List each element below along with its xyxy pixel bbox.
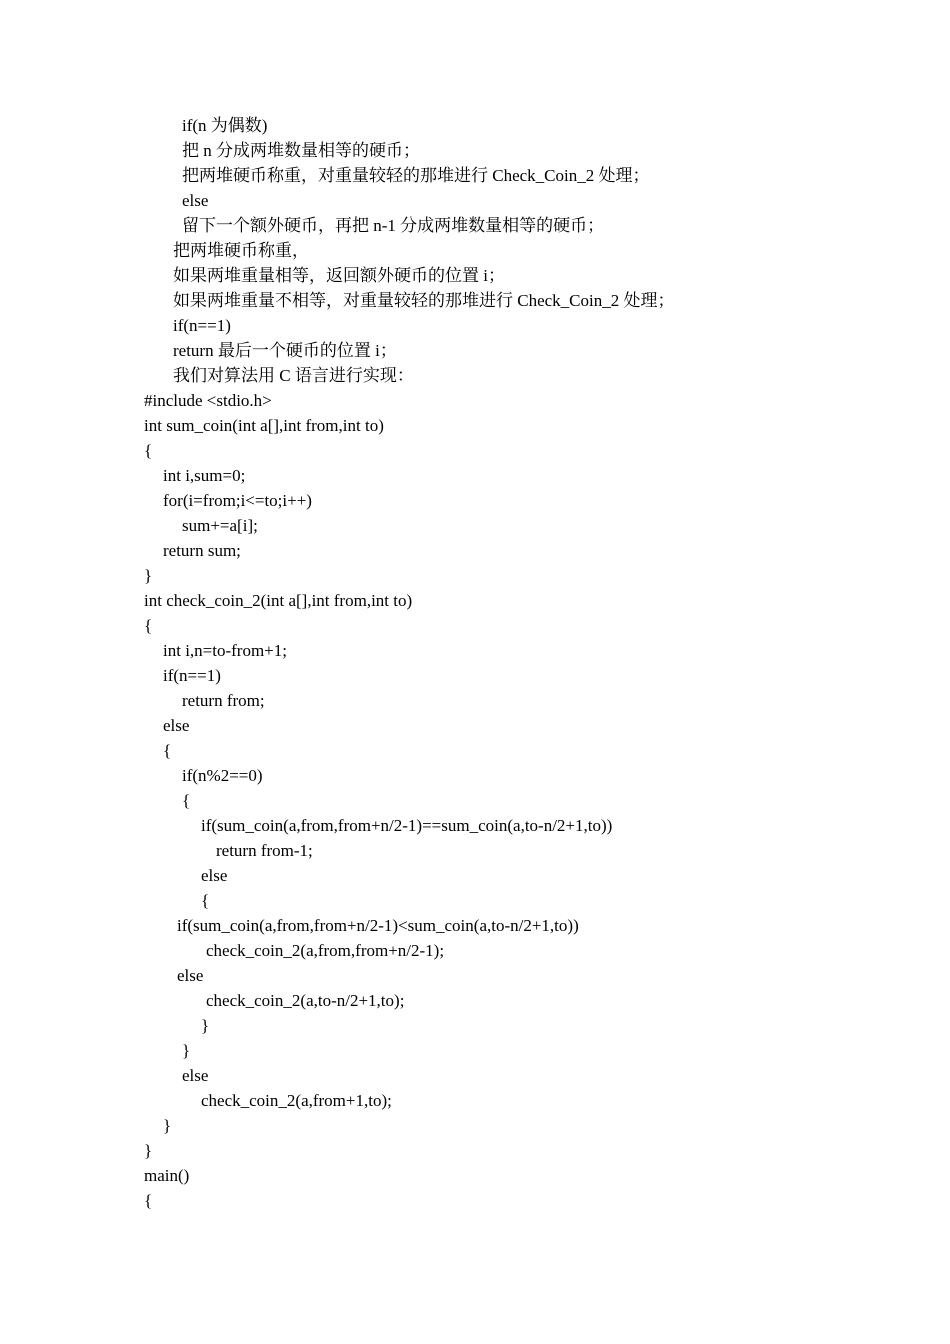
text-line: if(n==1) bbox=[173, 316, 231, 335]
text-line: return 最后一个硬币的位置 i； bbox=[173, 341, 397, 360]
code-line: if(n==1) bbox=[163, 666, 221, 685]
code-line: int i,sum=0; bbox=[163, 466, 246, 485]
text-line: else bbox=[182, 191, 209, 210]
code-line: int sum_coin(int a[],int from,int to) bbox=[144, 416, 384, 435]
code-line: else bbox=[201, 866, 228, 885]
code-line: } bbox=[144, 1141, 153, 1160]
code-line: { bbox=[144, 1191, 153, 1210]
code-line: } bbox=[201, 1016, 210, 1035]
code-line: int i,n=to-from+1; bbox=[163, 641, 287, 660]
text-line: 把 n 分成两堆数量相等的硬币； bbox=[182, 141, 420, 160]
text-line: if(n 为偶数) bbox=[182, 116, 268, 135]
code-line: if(sum_coin(a,from,from+n/2-1)<sum_coin(a,to-n/2+1,to)) bbox=[177, 916, 579, 935]
code-line: int check_coin_2(int a[],int from,int to) bbox=[144, 591, 413, 610]
code-line: { bbox=[144, 441, 153, 460]
code-line: for(i=from;i<=to;i++) bbox=[163, 491, 312, 510]
code-line: else bbox=[182, 1066, 209, 1085]
code-line: main() bbox=[144, 1166, 190, 1185]
code-line: sum+=a[i]; bbox=[182, 516, 258, 535]
code-line: { bbox=[144, 616, 153, 635]
code-line: check_coin_2(a,from,from+n/2-1); bbox=[206, 941, 445, 960]
code-line: else bbox=[177, 966, 204, 985]
text-line: 如果两堆重量相等，返回额外硬币的位置 i； bbox=[173, 266, 505, 285]
code-line: if(sum_coin(a,from,from+n/2-1)==sum_coin(a,to-n/2+1,to)) bbox=[201, 816, 613, 835]
code-line: return sum; bbox=[163, 541, 241, 560]
code-line: #include <stdio.h> bbox=[144, 391, 272, 410]
text-line: 我们对算法用 C 语言进行实现： bbox=[173, 366, 414, 385]
code-line: } bbox=[144, 566, 153, 585]
code-line: if(n%2==0) bbox=[182, 766, 263, 785]
code-line: return from; bbox=[182, 691, 265, 710]
code-line: { bbox=[163, 741, 172, 760]
text-line: 把两堆硬币称重， bbox=[173, 241, 309, 260]
text-line: 如果两堆重量不相等，对重量较轻的那堆进行 Check_Coin_2 处理； bbox=[173, 291, 675, 310]
code-line: } bbox=[182, 1041, 191, 1060]
text-line: 留下一个额外硬币，再把 n-1 分成两堆数量相等的硬币； bbox=[182, 216, 605, 235]
code-line: check_coin_2(a,to-n/2+1,to); bbox=[206, 991, 405, 1010]
code-line: else bbox=[163, 716, 190, 735]
text-line: 把两堆硬币称重，对重量较轻的那堆进行 Check_Coin_2 处理； bbox=[182, 166, 650, 185]
code-line: { bbox=[201, 891, 210, 910]
code-line: return from-1; bbox=[216, 841, 313, 860]
code-line: { bbox=[182, 791, 191, 810]
code-line: } bbox=[163, 1116, 172, 1135]
code-line: check_coin_2(a,from+1,to); bbox=[201, 1091, 392, 1110]
